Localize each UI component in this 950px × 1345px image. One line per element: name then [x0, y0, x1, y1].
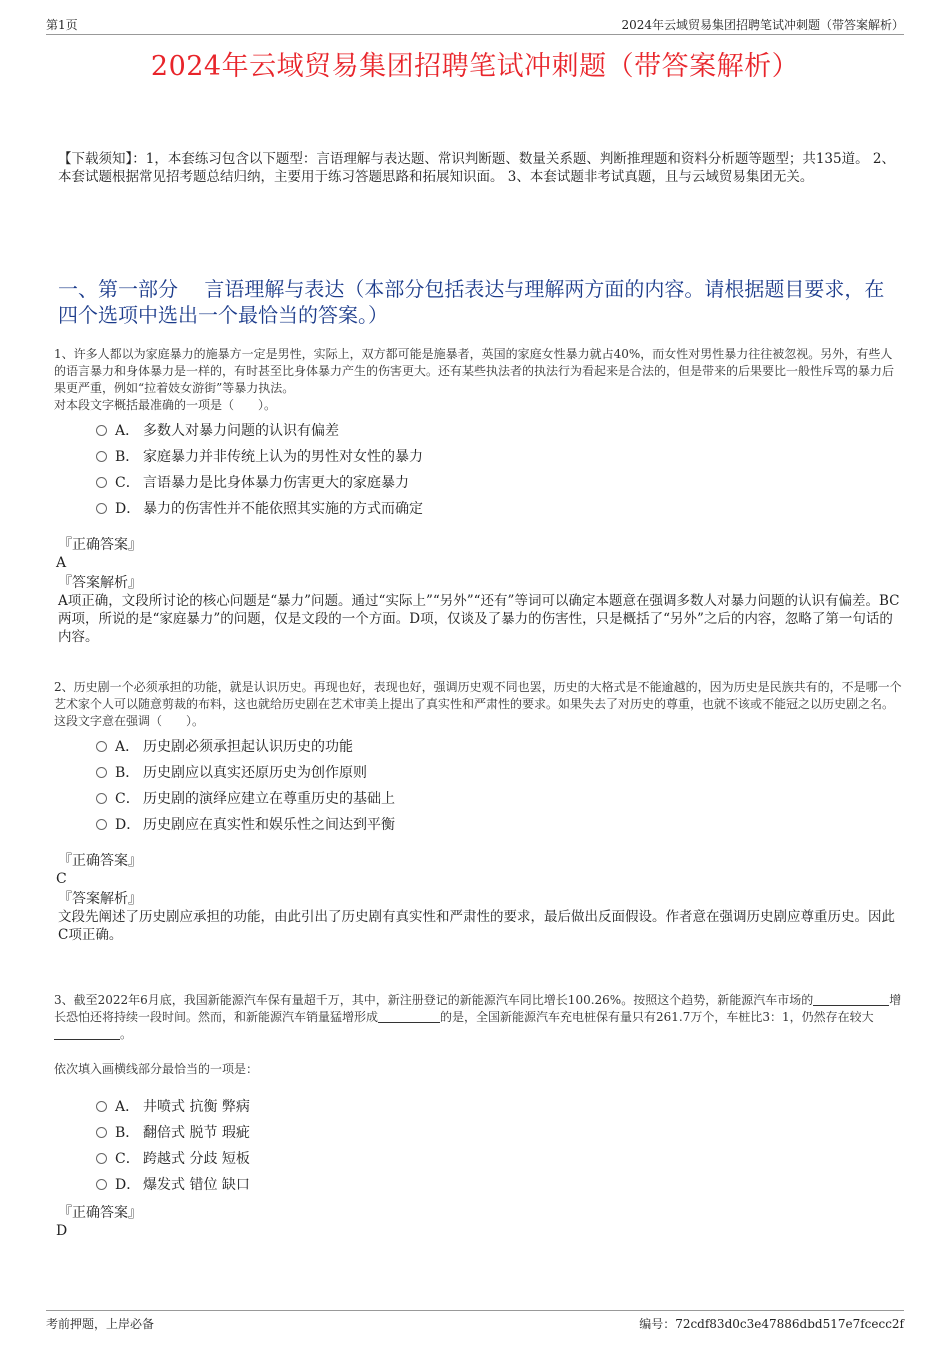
option-list — [54, 734, 904, 838]
radio-icon[interactable] — [96, 793, 107, 804]
header-doc-title: 2024年云域贸易集团招聘笔试冲刺题（带答案解析） — [621, 18, 904, 32]
radio-icon[interactable] — [96, 425, 107, 436]
answer-value: C — [56, 871, 67, 887]
answer-value: A — [56, 555, 67, 571]
option-b[interactable]: B． 历史剧应以真实还原历史为创作原则 — [96, 760, 904, 786]
explanation-label: 『答案解析』 — [58, 575, 142, 591]
page-footer — [46, 1310, 904, 1335]
answer-label: 『正确答案』 — [58, 537, 142, 553]
option-c[interactable]: C． 言语暴力是比身体暴力伤害更大的家庭暴力 — [96, 470, 904, 496]
footer-doc-id: 编号：72cdf83d0c3e47886dbd517e7fcecc2f — [639, 1317, 904, 1331]
option-a[interactable]: A． 历史剧必须承担起认识历史的功能 — [96, 734, 904, 760]
option-d[interactable]: D． 爆发式 错位 缺口 — [96, 1172, 904, 1198]
option-b[interactable]: B． 家庭暴力并非传统上认为的男性对女性的暴力 — [96, 444, 904, 470]
option-d[interactable]: D． 历史剧应在真实性和娱乐性之间达到平衡 — [96, 812, 904, 838]
page-header — [46, 14, 904, 35]
question-prompt: 依次填入画横线部分最恰当的一项是： — [54, 1062, 259, 1076]
fill-blank-1[interactable] — [813, 993, 889, 1006]
option-c[interactable]: C． 历史剧的演绎应建立在尊重历史的基础上 — [96, 786, 904, 812]
radio-icon[interactable] — [96, 1179, 107, 1190]
radio-icon[interactable] — [96, 503, 107, 514]
radio-icon[interactable] — [96, 741, 107, 752]
option-a[interactable]: A． 井喷式 抗衡 弊病 — [96, 1094, 904, 1120]
explanation-text: 文段先阐述了历史剧应承担的功能，由此引出了历史剧有真实性和严肃性的要求，最后做出反面假设。作者意在强调历史剧应尊重历史。因此C项正确。 — [58, 909, 895, 943]
download-notice: 【下载须知】：1，本套练习包含以下题型：言语理解与表达题、常识判断题、数量关系题、判断推理题和资料分析题等题型；共135道。 2、本套试题根据常见招考题总结归纳，主要用于练习答题思路和拓展知识面。 3、本套试题非考试真题，且与云域贸易集团无关。 — [58, 151, 895, 185]
answer-value: D — [56, 1223, 68, 1239]
question-text: 3、截至2022年6月底，我国新能源汽车保有量超千万，其中，新注册登记的新能源汽车同比增长100.26%。按照这个趋势，新能源汽车市场的 增长恐怕还将持续一段时间。然而，和新能源汽车销量猛增形成 的是，全国新能源汽车充电桩保有量只有261.7万个，车桩比3：1，仍然存在较大。 — [54, 993, 902, 1041]
question-text: 1、许多人都以为家庭暴力的施暴方一定是男性，实际上，双方都可能是施暴者，英国的家庭女性暴力就占40%，而女性对男性暴力往往被忽视。另外，有些人的语言暴力和身体暴力是一样的，有时甚至比身体暴力产生的伤害更大。还有某些执法者的执法行为看起来是合法的，但是带来的后果要比一般性斥骂的暴力后果更严重，例如“拉着妓女游街”等暴力执法。 — [54, 347, 895, 395]
radio-icon[interactable] — [96, 819, 107, 830]
question-1 — [54, 346, 904, 646]
option-a[interactable]: A． 多数人对暴力问题的认识有偏差 — [96, 418, 904, 444]
answer-label: 『正确答案』 — [58, 1205, 142, 1221]
question-text: 2、历史剧一个必须承担的功能，就是认识历史。再现也好，表现也好，强调历史观不同也罢，历史的大格式是不能逾越的，因为历史是民族共有的，不是哪一个艺术家个人可以随意剪裁的布料，这也就给历史剧在艺术审美上提出了真实性和严肃性的要求。如果失去了对历史的尊重，也就不该或不能冠之以历史剧之名。 — [54, 680, 902, 711]
question-2 — [54, 679, 904, 944]
fill-blank-2[interactable] — [378, 1010, 440, 1023]
answer-label: 『正确答案』 — [58, 853, 142, 869]
question-3 — [54, 992, 904, 1240]
option-c[interactable]: C． 跨越式 分歧 短板 — [96, 1146, 904, 1172]
section-title: 一、第一部分 言语理解与表达（本部分包括表达与理解两方面的内容。请根据题目要求，在四个选项中选出一个最恰当的答案。） — [58, 277, 885, 327]
page-number: 第1页 — [46, 18, 78, 32]
radio-icon[interactable] — [96, 451, 107, 462]
radio-icon[interactable] — [96, 1127, 107, 1138]
fill-blank-3[interactable] — [54, 1027, 120, 1040]
question-prompt: 对本段文字概括最准确的一项是（ ）。 — [54, 398, 277, 412]
question-prompt: 这段文字意在强调（ ）。 — [54, 714, 205, 728]
explanation-text: A项正确，文段所讨论的核心问题是“暴力”问题。通过“实际上”“另外”“还有”等词可以确定本题意在强调多数人对暴力问题的认识有偏差。BC两项，所说的是“家庭暴力”的问题，仅是文段的一个方面。D项，仅谈及了暴力的伤害性，只是概括了“另外”之后的内容，忽略了第一句话的内容。 — [58, 593, 900, 645]
radio-icon[interactable] — [96, 477, 107, 488]
option-d[interactable]: D． 暴力的伤害性并不能依照其实施的方式而确定 — [96, 496, 904, 522]
option-list — [54, 418, 904, 522]
option-b[interactable]: B． 翻倍式 脱节 瑕疵 — [96, 1120, 904, 1146]
option-list — [54, 1094, 904, 1198]
radio-icon[interactable] — [96, 1101, 107, 1112]
radio-icon[interactable] — [96, 1153, 107, 1164]
footer-slogan: 考前押题，上岸必备 — [46, 1317, 155, 1331]
radio-icon[interactable] — [96, 767, 107, 778]
document-title: 2024年云域贸易集团招聘笔试冲刺题（带答案解析） — [150, 51, 800, 82]
explanation-label: 『答案解析』 — [58, 891, 142, 907]
